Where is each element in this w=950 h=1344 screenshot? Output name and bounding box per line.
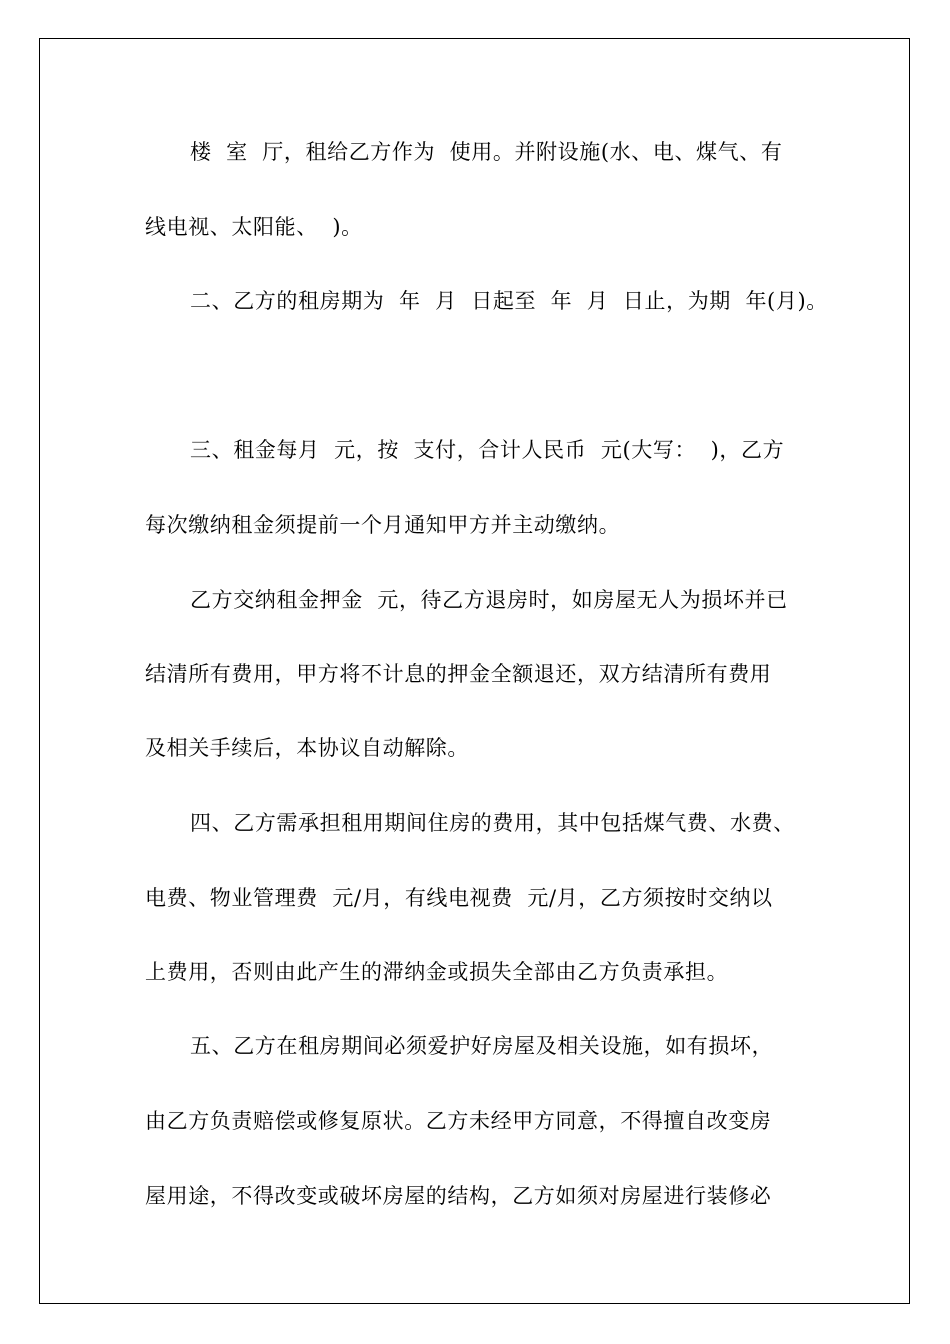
text-line-10: 电费、物业管理费 元/月，有线电视费 元/月，乙方须按时交纳以 <box>145 886 773 910</box>
text-line-5: 每次缴纳租金须提前一个月通知甲方并主动缴纳。 <box>145 513 621 537</box>
text-line-4: 三、租金每月 元，按 支付，合计人民币 元(大写： )，乙方 <box>190 438 785 462</box>
text-line-9: 四、乙方需承担租用期间住房的费用，其中包括煤气费、水费、 <box>190 811 795 835</box>
text-line-13: 由乙方负责赔偿或修复原状。乙方未经甲方同意，不得擅自改变房 <box>145 1109 772 1133</box>
text-line-8: 及相关手续后，本协议自动解除。 <box>145 736 469 760</box>
text-line-6: 乙方交纳租金押金 元，待乙方退房时，如房屋无人为损坏并已 <box>190 588 788 612</box>
text-line-11: 上费用，否则由此产生的滞纳金或损失全部由乙方负责承担。 <box>145 960 729 984</box>
text-line-2: 线电视、太阳能、 )。 <box>145 215 363 239</box>
text-line-3: 二、乙方的租房期为 年 月 日起至 年 月 日止，为期 年(月)。 <box>190 289 828 313</box>
text-line-1: 楼 室 厅，租给乙方作为 使用。并附设施(水、电、煤气、有 <box>190 140 783 164</box>
text-line-12: 五、乙方在租房期间必须爱护好房屋及相关设施，如有损坏， <box>190 1034 774 1058</box>
text-line-7: 结清所有费用，甲方将不计息的押金全额退还，双方结清所有费用 <box>145 662 772 686</box>
text-line-14: 屋用途，不得改变或破坏房屋的结构，乙方如须对房屋进行装修必 <box>145 1184 772 1208</box>
